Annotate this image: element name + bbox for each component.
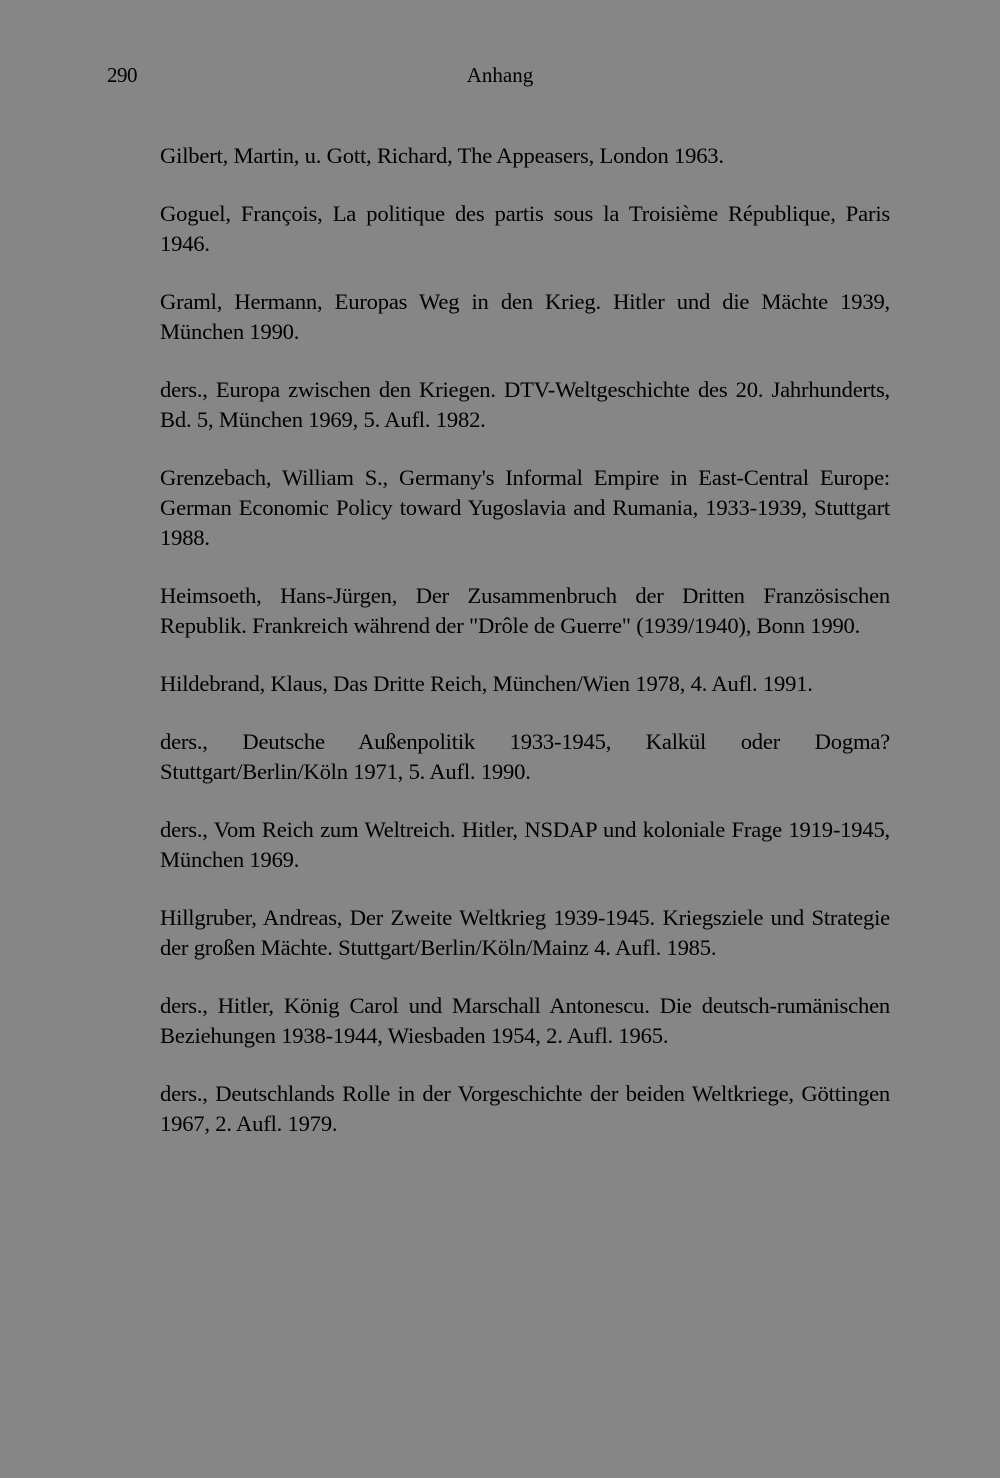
running-head: Anhang bbox=[466, 63, 534, 87]
bibliography-entry: ders., Deutsche Außenpolitik 1933-1945, Kalkül oder Dogma? Stuttgart/Berlin/Köln 1971, 5. Aufl. 1990. bbox=[160, 729, 890, 784]
bibliography-entry: Grenzebach, William S., Germany's Informal Empire in East-Central Europe: German Economic Policy toward Yugoslavia and Rumania, 1933-1939, Stuttgart 1988. bbox=[160, 465, 890, 550]
bibliography-entry: ders., Hitler, König Carol und Marschall Antonescu. Die deutsch-rumänischen Beziehungen 1938-1944, Wiesbaden 1954, 2. Aufl. 1965. bbox=[160, 993, 890, 1048]
bibliography-entry: Graml, Hermann, Europas Weg in den Krieg. Hitler und die Mächte 1939, München 1990. bbox=[160, 289, 890, 344]
bibliography-entry: Heimsoeth, Hans-Jürgen, Der Zusammenbruch der Dritten Französischen Republik. Frankreich während der "Drôle de Guerre" (1939/1940), Bonn 1990. bbox=[160, 583, 890, 638]
bibliography-entry: ders., Deutschlands Rolle in der Vorgeschichte der beiden Weltkriege, Göttingen 1967, 2. Aufl. 1979. bbox=[160, 1081, 890, 1136]
bibliography-list bbox=[160, 141, 890, 1167]
bibliography-entry: Gilbert, Martin, u. Gott, Richard, The Appeasers, London 1963. bbox=[160, 143, 724, 168]
page-number: 290 bbox=[107, 63, 137, 87]
bibliography-entry: Goguel, François, La politique des partis sous la Troisième République, Paris 1946. bbox=[160, 201, 890, 256]
bibliography-entry: Hillgruber, Andreas, Der Zweite Weltkrieg 1939-1945. Kriegsziele und Strategie der großen Mächte. Stuttgart/Berlin/Köln/Mainz 4. Aufl. 1985. bbox=[160, 905, 890, 960]
bibliography-entry: Hildebrand, Klaus, Das Dritte Reich, München/Wien 1978, 4. Aufl. 1991. bbox=[160, 671, 813, 696]
bibliography-entry: ders., Vom Reich zum Weltreich. Hitler, NSDAP und koloniale Frage 1919-1945, München 1969. bbox=[160, 817, 890, 872]
bibliography-entry: ders., Europa zwischen den Kriegen. DTV-Weltgeschichte des 20. Jahrhunderts, Bd. 5, München 1969, 5. Aufl. 1982. bbox=[160, 377, 890, 432]
